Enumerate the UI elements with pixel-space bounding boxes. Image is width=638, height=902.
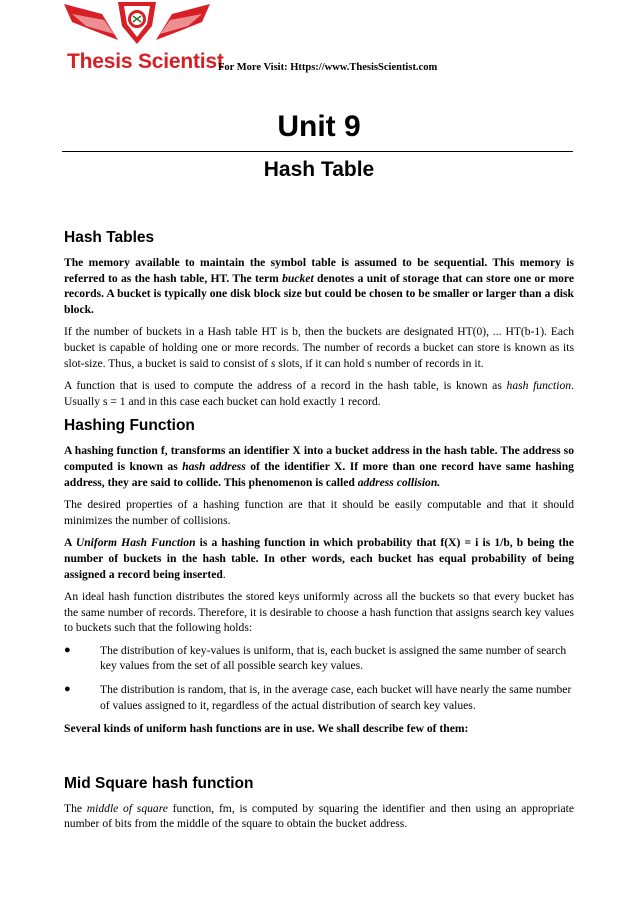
title-divider: [62, 151, 573, 152]
document-body: [64, 228, 574, 839]
list-item: ● The distribution of key-values is uniform, that is, each bucket is assigned the same number of search key values from the set of all possible search key values.: [64, 643, 567, 673]
heading-hash-tables: Hash Tables: [64, 229, 155, 246]
thesis-scientist-logo: [62, 0, 212, 52]
paragraph: Several kinds of uniform hash functions are in use. We shall describe few of them:: [64, 722, 469, 736]
bullet-list: [64, 643, 574, 713]
paragraph: The memory available to maintain the symbol table is assumed to be sequential. This memory is referred to as the hash table, HT. The term bucket denotes a unit of storage that can store one or more records. A bucket is typically one disk block size but could be chosen to be smaller or larger than a disk block.: [64, 256, 574, 316]
heading-mid-square: Mid Square hash function: [64, 774, 254, 792]
paragraph: A function that is used to compute the address of a record in the hash table, is known as hash function. Usually s = 1 and in this case each bucket can hold exactly 1 record.: [64, 379, 574, 408]
brand-name: Thesis Scientist: [67, 50, 224, 73]
paragraph: The middle of square function, fm, is computed by squaring the identifier and then using an appropriate number of bits from the middle of the square to obtain the bucket address.: [64, 801, 574, 831]
spacer: [64, 744, 574, 774]
bullet-icon: ●: [64, 643, 71, 656]
heading-hashing-function: Hashing Function: [64, 417, 195, 435]
paragraph: A Uniform Hash Function is a hashing function in which probability that f(X) = i is 1/b, b being the number of buckets in the hash table. In other words, each bucket has equal probability of being assigned a record being inserted.: [64, 536, 574, 581]
paragraph: The desired properties of a hashing function are that it should be easily computable and that it should minimizes the number of collisions.: [64, 498, 574, 527]
paragraph: An ideal hash function distributes the stored keys uniformly across all the buckets so that every bucket has the same number of records. Therefore, it is desirable to choose a hash function that assigns search key values to buckets such that the following holds:: [64, 590, 574, 635]
page-header: [62, 0, 582, 82]
page-subtitle: Hash Table: [263, 158, 375, 181]
page-title: Unit 9: [277, 110, 361, 143]
list-item: ● The distribution is random, that is, in the average case, each bucket will have nearly the same number of values assigned to it, regardless of the actual distribution of search key values.: [64, 683, 572, 712]
visit-text: For More Visit: Https://www.ThesisScientist.com: [218, 62, 438, 73]
paragraph: A hashing function f, transforms an identifier X into a bucket address in the hash table. The address so computed is known as hash address of the identifier X. If more than one record have same hashing address, they are said to collide. This phenomenon is called address collision.: [64, 444, 574, 489]
paragraph: If the number of buckets in a Hash table HT is b, then the buckets are designated HT(0), ... HT(b-1). Each bucket is capable of holding one or more records. The number of records a bucket can store is known as its slot-size. Thus, a bucket is said to consist of s slots, if it can hold s number of records in it.: [64, 325, 574, 370]
bullet-icon: ●: [64, 683, 71, 696]
